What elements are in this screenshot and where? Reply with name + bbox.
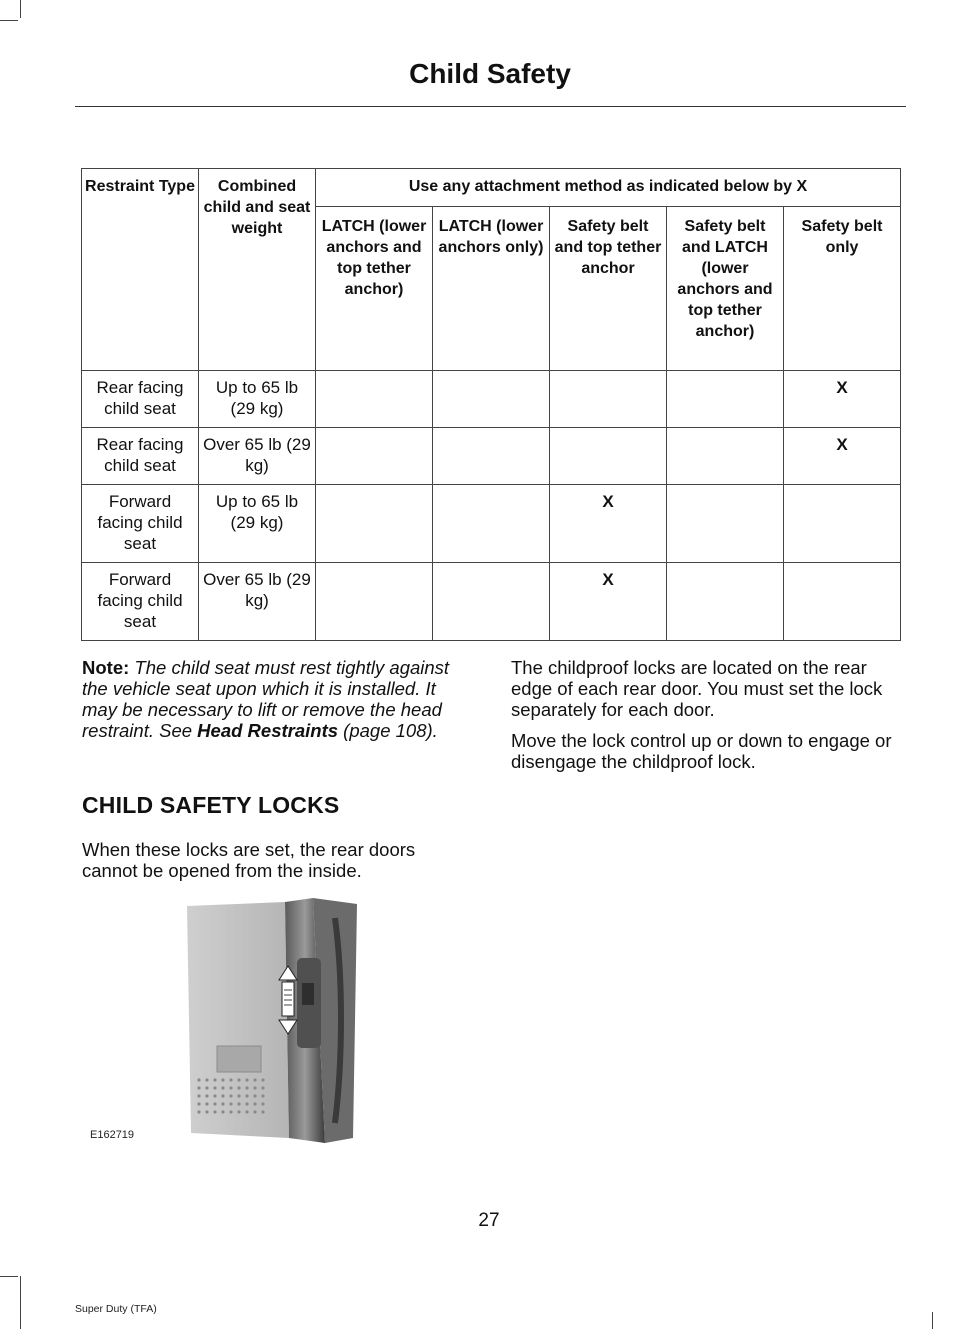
- method-mark-cell: X: [550, 485, 667, 563]
- attachment-method-table: [81, 168, 901, 641]
- header-combined-weight: Combined child and seat weight: [199, 169, 316, 371]
- method-mark-cell: X: [784, 428, 901, 485]
- crop-mark: [20, 1276, 21, 1329]
- header-method-belt-latch: Safety belt and LATCH (lower anchors and top tether anchor): [667, 207, 784, 371]
- restraint-type-cell: Rear facing child seat: [82, 371, 199, 428]
- note-text: The child seat must rest tightly against the vehicle seat upon which it is installed. It may be necessary to lift or remove the head restraint. See: [82, 657, 450, 741]
- page-title: Child Safety: [409, 58, 571, 89]
- method-mark-cell: [667, 563, 784, 641]
- crop-mark: [0, 1276, 18, 1277]
- method-mark-cell: [316, 428, 433, 485]
- method-mark-cell: X: [784, 371, 901, 428]
- weight-cell: Over 65 lb (29 kg): [199, 563, 316, 641]
- crop-mark: [0, 20, 18, 21]
- method-mark-cell: X: [550, 563, 667, 641]
- page-reference: (page 108).: [343, 720, 438, 741]
- header-method-latch-tether: LATCH (lower anchors and top tether anchor): [316, 207, 433, 371]
- page-number: 27: [478, 1210, 500, 1231]
- header-method-belt-tether: Safety belt and top tether anchor: [550, 207, 667, 371]
- method-mark-cell: [433, 563, 550, 641]
- restraint-type-cell: Forward facing child seat: [82, 485, 199, 563]
- note-label: Note:: [82, 657, 130, 678]
- method-mark-cell: [550, 371, 667, 428]
- locks-intro-paragraph: When these locks are set, the rear doors cannot be opened from the inside.: [82, 839, 416, 881]
- child-lock-illustration: [185, 898, 360, 1143]
- crop-mark: [20, 0, 21, 18]
- method-mark-cell: [550, 428, 667, 485]
- table-row: [82, 563, 901, 641]
- edition-footer: Super Duty (TFA): [75, 1303, 157, 1315]
- table-row: [82, 371, 901, 428]
- method-mark-cell: [433, 371, 550, 428]
- method-mark-cell: [784, 485, 901, 563]
- header-method-latch-lower: LATCH (lower anchors only): [433, 207, 550, 371]
- restraint-type-cell: Forward facing child seat: [82, 563, 199, 641]
- weight-cell: Over 65 lb (29 kg): [199, 428, 316, 485]
- method-mark-cell: [433, 485, 550, 563]
- header-attachment-methods: Use any attachment method as indicated below by X: [316, 169, 901, 207]
- method-mark-cell: [784, 563, 901, 641]
- restraint-type-cell: Rear facing child seat: [82, 428, 199, 485]
- locks-location-paragraph: The childproof locks are located on the rear edge of each rear door. You must set the lock separately for each door.: [511, 657, 883, 720]
- section-heading: CHILD SAFETY LOCKS: [82, 792, 340, 818]
- door-edge-drawing: [185, 898, 360, 1143]
- title-divider: [75, 106, 906, 107]
- figure-code: E162719: [90, 1129, 135, 1141]
- table-row: [82, 485, 901, 563]
- method-mark-cell: [667, 485, 784, 563]
- table-row: [82, 428, 901, 485]
- right-column: [511, 657, 906, 782]
- header-restraint-type: Restraint Type: [82, 169, 199, 371]
- weight-cell: Up to 65 lb (29 kg): [199, 485, 316, 563]
- method-mark-cell: [667, 371, 784, 428]
- note-block: [82, 657, 462, 751]
- header-method-belt-only: Safety belt only: [784, 207, 901, 371]
- method-mark-cell: [316, 563, 433, 641]
- method-mark-cell: [316, 485, 433, 563]
- locks-operation-paragraph: Move the lock control up or down to engage or disengage the childproof lock.: [511, 730, 892, 772]
- head-restraints-link[interactable]: Head Restraints: [197, 720, 339, 741]
- method-mark-cell: [433, 428, 550, 485]
- crop-mark: [932, 1312, 933, 1329]
- method-mark-cell: [316, 371, 433, 428]
- weight-cell: Up to 65 lb (29 kg): [199, 371, 316, 428]
- method-mark-cell: [667, 428, 784, 485]
